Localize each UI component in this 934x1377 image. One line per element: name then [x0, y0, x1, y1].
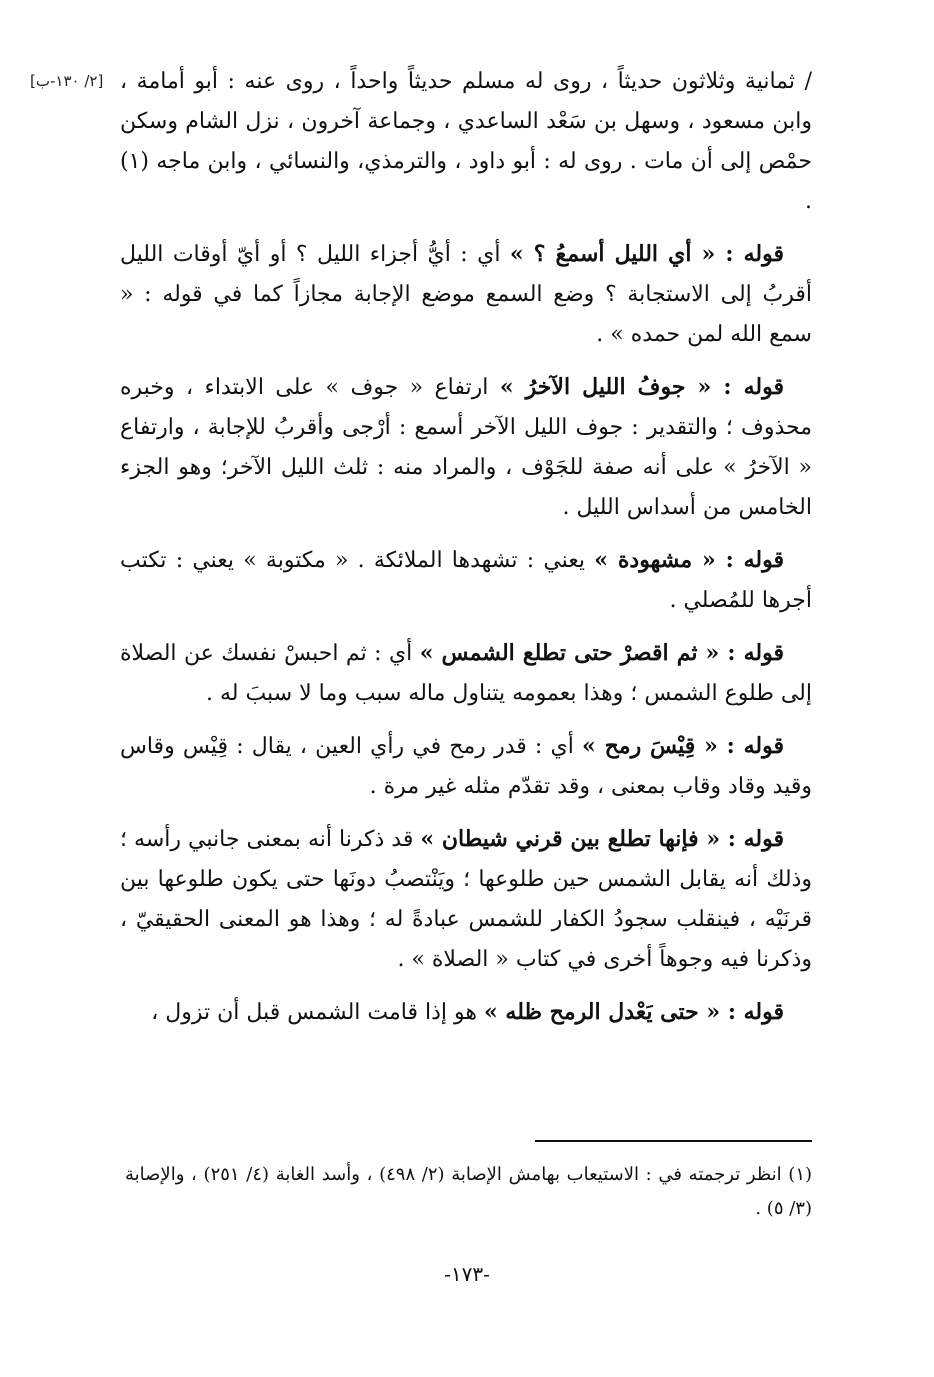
- hadith-quote: « جوفُ الليل الآخرُ »: [499, 374, 712, 400]
- commentary-lead: قوله :: [715, 241, 784, 267]
- hadith-quote: « قِيْسَ رمح »: [582, 733, 718, 759]
- paragraph-commentary: [120, 234, 812, 355]
- commentary-lead: قوله :: [711, 374, 785, 400]
- hadith-quote: « حتى يَعْدل الرمح ظله »: [484, 999, 721, 1025]
- paragraph-text: ارتفاع « جوف » على الابتداء ، وخبره محذوف ؛ والتقدير : جوف الليل الآخر أسمع : أرْجى وأقربُ للإجابة ، وارتفاع « الآخرُ » على أنه صفة للجَوْف ، والمراد منه : ثلث الليل الآخر؛ وهو الجزء الخامس من أسداس الليل .: [120, 375, 812, 520]
- commentary-lead: قوله :: [720, 999, 784, 1025]
- manuscript-folio-reference: [٢/ ١٣٠-ب]: [30, 72, 104, 90]
- paragraph-commentary: [120, 540, 812, 621]
- paragraph-narrator-bio: [120, 62, 812, 222]
- page-break-marker: /: [795, 69, 813, 94]
- paragraph-text: أي : ثم احبسْ نفسك عن الصلاة إلى طلوع الشمس ؛ وهذا بعمومه يتناول ماله سبب وما لا سببَ له .: [120, 641, 812, 706]
- paragraph-text: قد ذكرنا أنه بمعنى جانبي رأسه ؛ وذلك أنه يقابل الشمس حين طلوعها ؛ ويَنْتصبُ دونَها حتى يكون طلوعها بين قرنَيْه ، فينقلب سجودُ الكفار للشمس عبادةً له ؛ وهذا هو المعنى الحقيقيّ ، وذكرنا فيه وجوهاً أخرى في كتاب « الصلاة » .: [120, 827, 812, 972]
- paragraph-commentary: [120, 633, 812, 714]
- commentary-lead: قوله :: [717, 733, 784, 759]
- footnote: (١) انظر ترجمته في : الاستيعاب بهامش الإصابة (٢/ ٤٩٨) ، وأسد الغابة (٤/ ٢٥١) ، والإصابة (٣/ ٥) .: [125, 1164, 813, 1219]
- paragraph-commentary: [120, 726, 812, 807]
- paragraph-text: هو إذا قامت الشمس قبل أن تزول ،: [151, 1000, 484, 1025]
- paragraph-commentary: [120, 819, 812, 980]
- commentary-lead: قوله :: [715, 547, 784, 573]
- hadith-quote: « مشهودة »: [594, 547, 716, 573]
- footnote-separator: [535, 1140, 812, 1142]
- paragraph-text: أي : أيُّ أجزاء الليل ؟ أو أيّ أوقات الليل أقربُ إلى الاستجابة ؟ وضع السمع موضع الإجابة مجازاً كما في قوله : « سمع الله لمن حمده » .: [120, 242, 813, 347]
- page-number: -١٧٣-: [444, 1262, 490, 1286]
- paragraph-text: ثمانية وثلاثون حديثاً ، روى له مسلم حديثاً واحداً ، روى عنه : أبو أمامة ، وابن مسعود ، وسهل بن سَعْد الساعدي ، وجماعة آخرون ، نزل الشام وسكن حمْص إلى أن مات . روى له : أبو داود ، والترمذي، والنسائي ، وابن ماجه (١) .: [120, 69, 812, 214]
- hadith-quote: « أي الليل أسمعُ ؟ »: [509, 241, 716, 267]
- commentary-lead: قوله :: [720, 826, 785, 852]
- paragraph-text: أي : قدر رمح في رأي العين ، يقال : قِيْس وقاس وقيد وقاد وقاب بمعنى ، وقد تقدّم مثله غير مرة .: [120, 734, 812, 799]
- paragraph-commentary: [120, 992, 812, 1033]
- paragraph-text: يعني : تشهدها الملائكة . « مكتوبة » يعني : تكتب أجرها للمُصلي .: [120, 548, 812, 613]
- commentary-lead: قوله :: [719, 640, 784, 666]
- hadith-quote: « فإنها تطلع بين قرني شيطان »: [420, 826, 721, 852]
- main-text: [120, 62, 812, 1045]
- hadith-quote: « ثم اقصرْ حتى تطلع الشمس »: [419, 640, 720, 666]
- paragraph-commentary: [120, 367, 812, 528]
